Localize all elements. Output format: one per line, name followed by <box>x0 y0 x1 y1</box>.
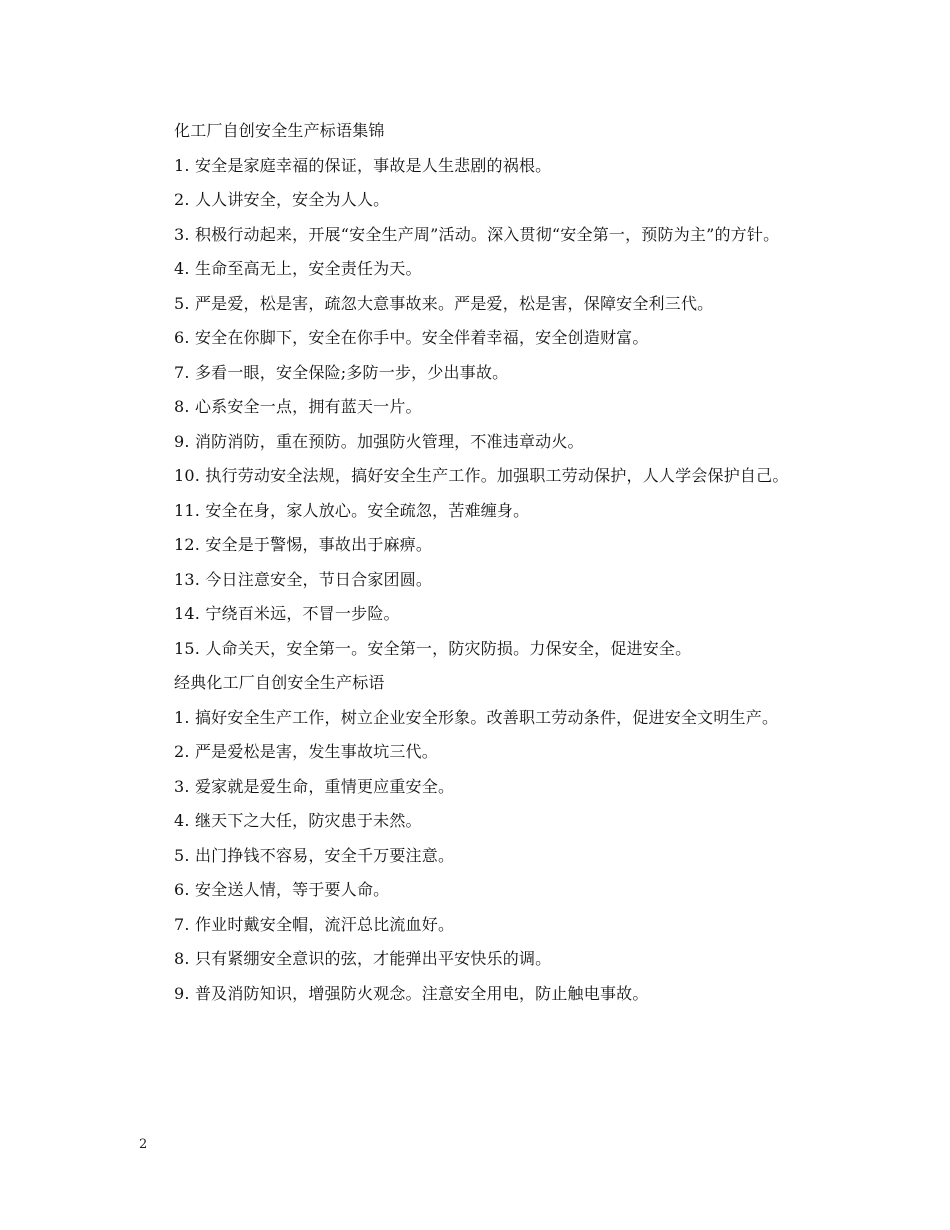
section-heading-2: 经典化工厂自创安全生产标语 <box>174 673 385 692</box>
document-body <box>137 114 817 1011</box>
slogan-item: 8. 心系安全一点，拥有蓝天一片。 <box>174 397 422 416</box>
slogan-item: 4. 生命至高无上，安全责任为天。 <box>174 259 422 278</box>
section-heading-1: 化工厂自创安全生产标语集锦 <box>174 121 385 140</box>
slogan-item: 2. 严是爱松是害，发生事故坑三代。 <box>174 742 438 761</box>
slogan-item: 9. 消防消防，重在预防。加强防火管理，不准违章动火。 <box>174 431 584 451</box>
slogan-item: 3. 积极行动起来，开展“安全生产周”活动。深入贯彻“安全第一，预防为主”的方针。 <box>174 224 780 244</box>
slogan-item: 14. 宁绕百米远，不冒一步险。 <box>174 604 400 623</box>
slogan-item: 4. 继天下之大任，防灾患于未然。 <box>174 811 422 830</box>
slogan-item: 7. 作业时戴安全帽，流汗总比流血好。 <box>174 914 455 934</box>
slogan-item: 6. 安全在你脚下，安全在你手中。安全伴着幸福，安全创造财富。 <box>174 328 649 347</box>
slogan-item: 1. 搞好安全生产工作，树立企业安全形象。改善职工劳动条件，促进安全文明生产。 <box>174 707 779 727</box>
slogan-item: 6. 安全送人情，等于要人命。 <box>174 880 390 899</box>
slogan-item: 12. 安全是于警惕，事故出于麻痹。 <box>174 535 433 554</box>
slogan-item: 5. 严是爱，松是害，疏忽大意事故来。严是爱，松是害，保障安全利三代。 <box>174 293 714 313</box>
slogan-item: 7. 多看一眼，安全保险;多防一步，少出事故。 <box>174 362 509 382</box>
slogan-item: 11. 安全在身，家人放心。安全疏忽，苦难缠身。 <box>174 500 530 520</box>
slogan-item: 13. 今日注意安全，节日合家团圆。 <box>174 569 433 589</box>
slogan-item: 2. 人人讲安全，安全为人人。 <box>174 190 390 209</box>
page-number: 2 <box>139 1137 148 1152</box>
slogan-item: 8. 只有紧绷安全意识的弦，才能弹出平安快乐的调。 <box>174 949 552 968</box>
slogan-item: 3. 爱家就是爱生命，重情更应重安全。 <box>174 776 455 796</box>
slogan-item: 9. 普及消防知识，增强防火观念。注意安全用电，防止触电事故。 <box>174 983 649 1003</box>
slogan-item: 15. 人命关天，安全第一。安全第一，防灾防损。力保安全，促进安全。 <box>174 638 692 658</box>
slogan-item: 5. 出门挣钱不容易，安全千万要注意。 <box>174 845 455 865</box>
slogan-item: 10. 执行劳动安全法规，搞好安全生产工作。加强职工劳动保护，人人学会保护自己。 <box>174 466 789 485</box>
slogan-item: 1. 安全是家庭幸福的保证，事故是人生悲剧的祸根。 <box>174 155 552 175</box>
